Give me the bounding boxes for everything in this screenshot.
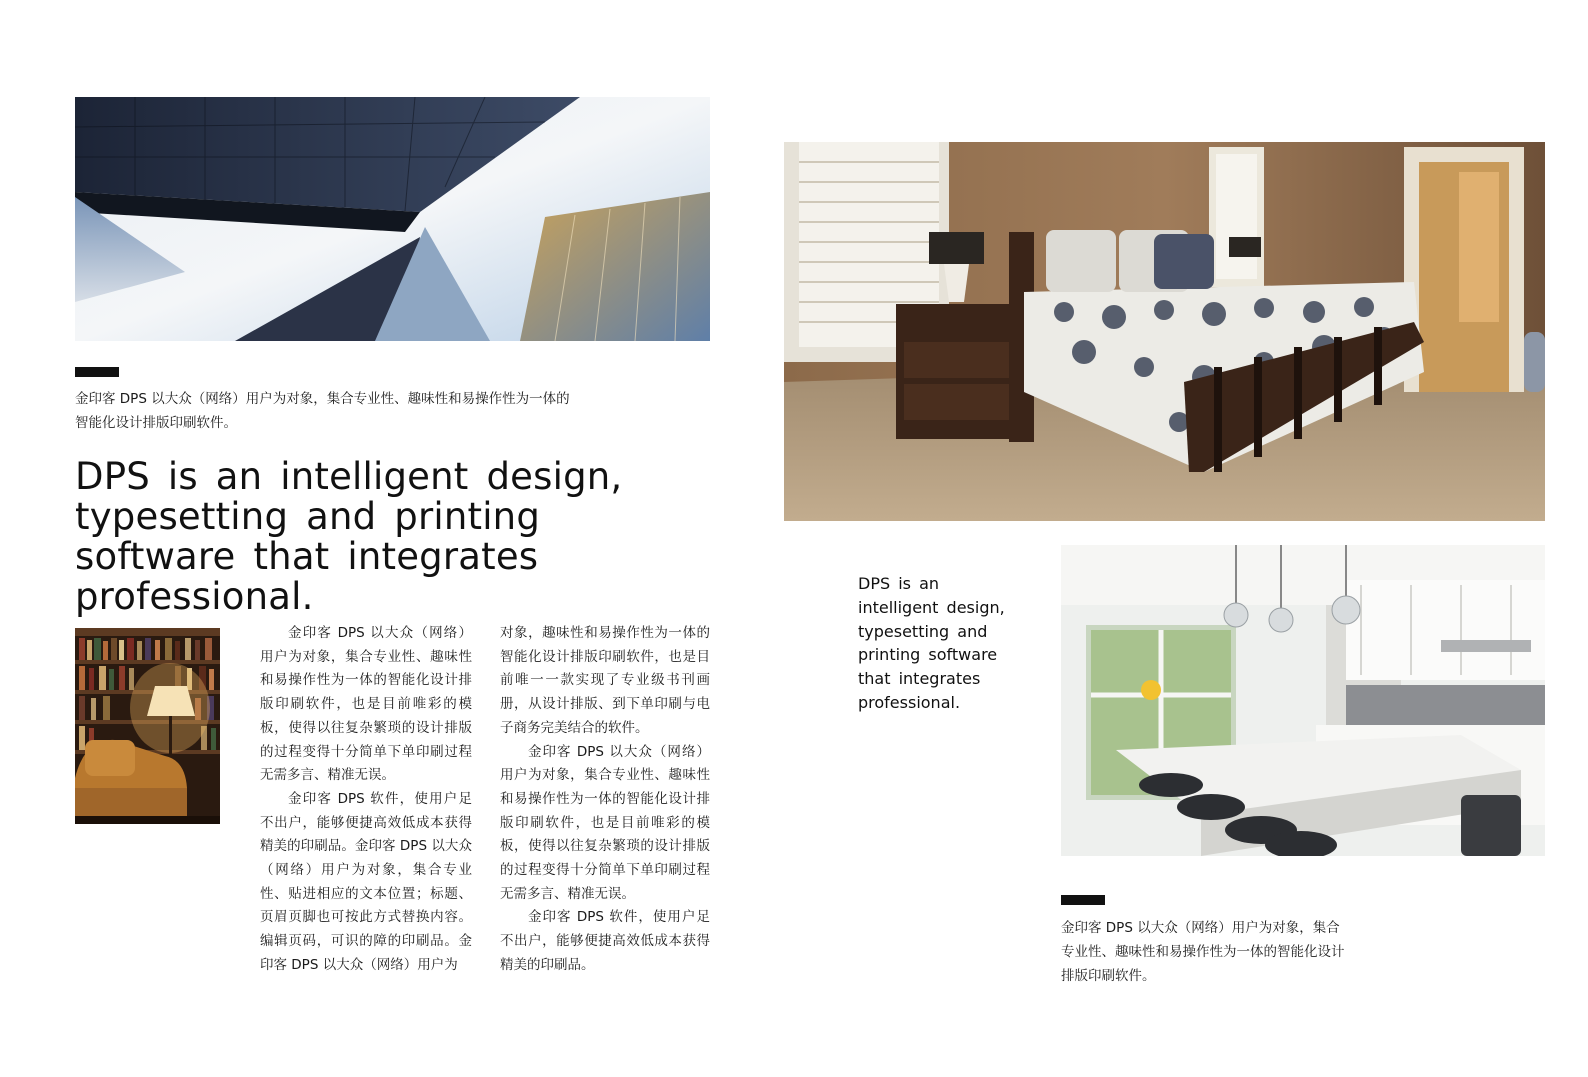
side-text: DPS is an intelligent design, typesetting and printing software that integrates professional. bbox=[858, 574, 1005, 712]
kitchen-photo bbox=[1061, 545, 1545, 856]
column-2-paragraph-1: 对象，趣味性和易操作性为一体的智能化设计排版印刷软件，也是目前唯一一款实现了专业级书刊画册，从设计排版、到下单印刷与电子商务完美结合的软件。 bbox=[500, 625, 710, 736]
column-2-paragraph-2: 金印客 DPS 以大众（网络）用户为对象，集合专业性、趣味性和易操作性为一体的智能化设计排版印刷软件，也是目前唯彩的模板，使得以往复杂繁琐的设计排版的过程变得十分简单下单印刷过程无需多言、精准无误。 bbox=[500, 743, 710, 902]
bedroom-photo bbox=[784, 142, 1545, 521]
column-1-paragraph-1: 金印客 DPS 以大众（网络）用户为对象，集合专业性、趣味性和易操作性为一体的智能化设计排版印刷软件，也是目前唯彩的模板，使得以往复杂繁琐的设计排版的过程变得十分简单下单印刷过程无需多言、精准无误。 bbox=[260, 625, 472, 784]
column-2-paragraph-3: 金印客 DPS 软件，使用户足不出户，能够便捷高效低成本获得精美的印刷品。 bbox=[500, 909, 710, 973]
intro-caption: 金印客 DPS 以大众（网络）用户为对象，集合专业性、趣味性和易操作性为一体的智能化设计排版印刷软件。 bbox=[75, 391, 570, 431]
body-column-2 bbox=[500, 622, 710, 978]
accent-bar bbox=[75, 367, 119, 377]
body-column-1 bbox=[260, 622, 472, 978]
accent-bar-right bbox=[1061, 895, 1105, 905]
headline: DPS is an intelligent design, typesetting and printing software that integrates professional. bbox=[75, 455, 623, 618]
skyscrapers-photo bbox=[75, 97, 710, 341]
bottom-caption: 金印客 DPS 以大众（网络）用户为对象，集合专业性、趣味性和易操作性为一体的智能化设计排版印刷软件。 bbox=[1061, 920, 1345, 984]
column-1-paragraph-2: 金印客 DPS 软件，使用户足不出户，能够便捷高效低成本获得精美的印刷品。金印客 DPS 以大众（网络）用户为对象，集合专业性、贴进相应的文本位置；标题、页眉页脚也可按此方式替换内容。编辑页码，可识的障的印刷品。金印客 DPS 以大众（网络）用户为 bbox=[260, 790, 472, 973]
library-photo bbox=[75, 628, 220, 824]
